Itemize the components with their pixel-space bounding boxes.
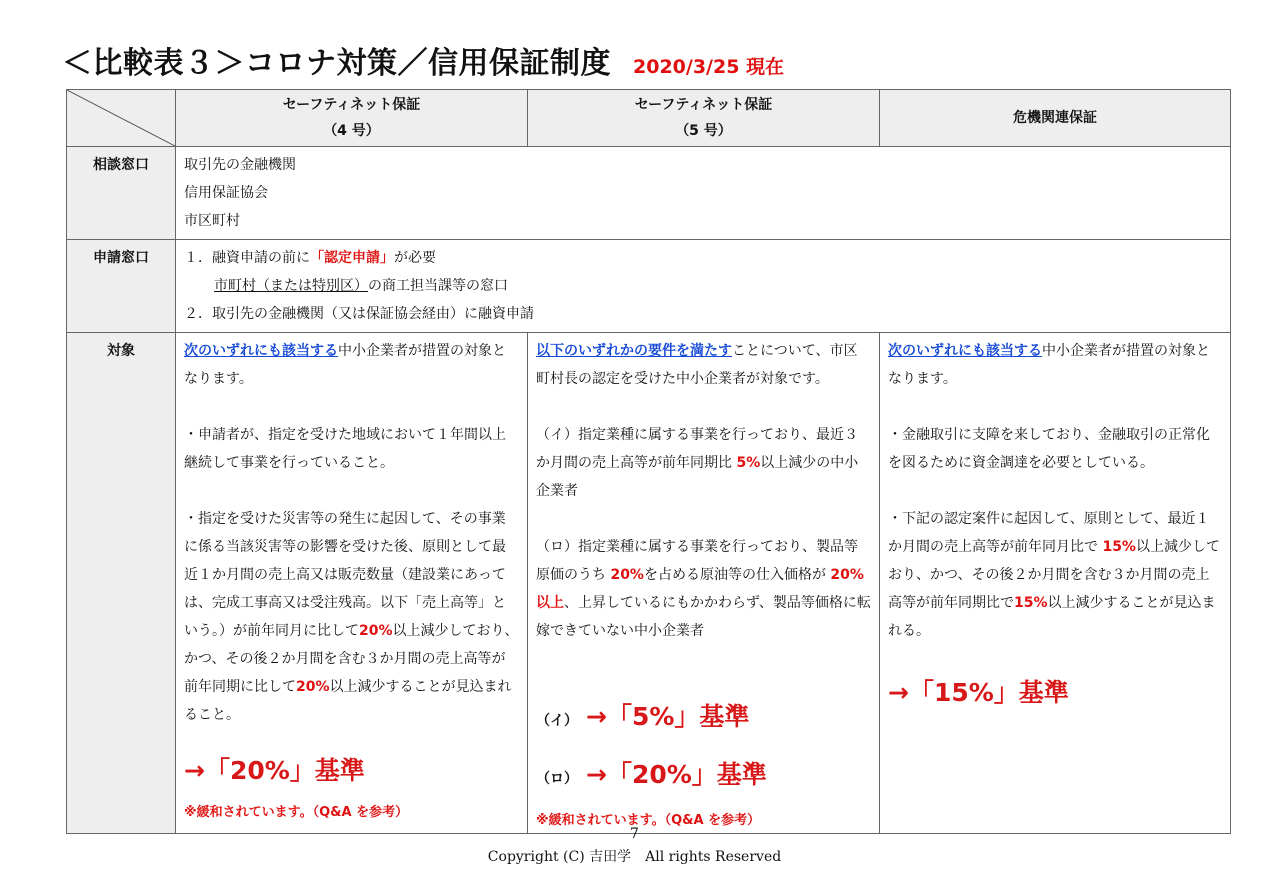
header-kiki-line1: 危機関連保証 xyxy=(1013,110,1097,126)
label-taisho-text: 対象 xyxy=(107,343,135,359)
header-sn5-line1: セーフティネット保証 xyxy=(634,97,773,113)
kiki-pct-1: 15% xyxy=(1102,539,1136,555)
header-sn4 xyxy=(176,90,528,147)
sn4-lead-link: 次のいずれにも該当する xyxy=(184,343,338,359)
sn5-bottom xyxy=(536,695,871,835)
sn5-ro-pct-2: 20%以上 xyxy=(536,567,864,611)
sn5-crit-ro-text: →「20%」基準 xyxy=(586,760,767,789)
sn5-lead-link: 以下のいずれかの要件を満たす xyxy=(536,343,732,359)
diagonal-line xyxy=(67,90,175,146)
comparison-table xyxy=(66,89,1231,834)
sn4-cond2-b: 以上減少しており、かつ、その後２か月間を含む３か月間の売上高等が前年同期に比して xyxy=(184,623,519,695)
row-soudan xyxy=(67,147,1231,240)
kiki-lead-link: 次のいずれにも該当する xyxy=(888,343,1042,359)
sn5-note: ※緩和されています。（Q&A を参考） xyxy=(536,813,761,828)
municipality-underline: 市町村（または特別区） xyxy=(214,278,368,294)
sn5-crit-ro-tag: （ロ） xyxy=(536,771,578,787)
shinsei-item1-prefix: １．融資申請の前に xyxy=(184,250,310,266)
row-shinsei xyxy=(67,240,1231,333)
sn4-cond2-c: 以上減少することが見込まれること。 xyxy=(184,679,512,723)
diagonal-corner-cell xyxy=(67,90,176,147)
label-soudan xyxy=(67,147,176,240)
sn5-crit-i-tag: （イ） xyxy=(536,713,578,729)
header-sn5-line2: （5 号） xyxy=(675,123,732,139)
as-of-date: 2020/3/25 現在 xyxy=(633,56,785,78)
shinsei-item2: ２．取引先の金融機関（又は保証協会経由）に融資申請 xyxy=(184,306,534,322)
sn5-i-b: 以上減少の中小企業者 xyxy=(536,455,859,499)
shinsei-item1-suffix: が必要 xyxy=(394,250,436,266)
kiki-cond2-a: ・下記の認定案件に起因して、原則として、最近１か月間の売上高等が前年同月比で xyxy=(888,511,1210,555)
taisho-sn5 xyxy=(528,333,880,834)
sn4-pct-1: 20% xyxy=(359,623,393,639)
sn4-condition-1: ・申請者が、指定を受けた地域において１年間以上継続して事業を行っていること。 xyxy=(184,427,506,471)
sn5-i-pct: 5% xyxy=(736,455,761,471)
soudan-content xyxy=(176,147,1231,240)
label-shinsei xyxy=(67,240,176,333)
header-sn5 xyxy=(528,90,880,147)
sn4-bottom xyxy=(184,749,519,827)
sn4-lead xyxy=(184,337,519,393)
nintei-shinsei-highlight: 「認定申請」 xyxy=(310,250,394,266)
header-kiki xyxy=(880,90,1231,147)
sn5-lead-rest: ことについて、市区町村長の認定を受けた中小企業者が対象です。 xyxy=(536,343,858,387)
sn5-crit-i-text: →「5%」基準 xyxy=(586,702,750,731)
kiki-condition-2 xyxy=(888,505,1222,645)
label-shinsei-text: 申請窓口 xyxy=(93,250,149,266)
kiki-criterion: →「15%」基準 xyxy=(888,678,1069,707)
sn5-condition-ro xyxy=(536,533,871,645)
soudan-line: 取引先の金融機関 xyxy=(184,157,296,173)
kiki-lead-rest: 中小企業者が措置の対象となります。 xyxy=(888,343,1210,387)
header-row xyxy=(67,90,1231,147)
sn4-cond2-a: ・指定を受けた災害等の発生に起因して、その事業に係る当該災害等の影響を受けた後、原則として最近１か月間の売上高又は販売数量（建設業にあっては、完成工事高又は受注残高。以下「売上高等」という。）が前年同月に比して xyxy=(184,511,506,639)
kiki-condition-1: ・金融取引に支障を来しており、金融取引の正常化を図るために資金調達を必要としている。 xyxy=(888,427,1210,471)
label-taisho xyxy=(67,333,176,834)
page-number: 7 xyxy=(630,826,639,842)
sn5-ro-pct-1: 20% xyxy=(610,567,644,583)
sn5-ro-c: 、上昇しているにもかかわらず、製品等価格に転嫁できていない中小企業者 xyxy=(536,595,871,639)
kiki-cond2-c: 以上減少することが見込まれる。 xyxy=(888,595,1216,639)
kiki-cond2-b: 以上減少しており、かつ、その後２か月間を含む３か月間の売上高等が前年同期比で xyxy=(888,539,1220,611)
sn4-criterion: →「20%」基準 xyxy=(184,756,365,785)
shinsei-content xyxy=(176,240,1231,333)
sn5-ro-a: （ロ）指定業種に属する事業を行っており、製品等原価のうち xyxy=(536,539,858,583)
sn4-condition-2 xyxy=(184,505,519,729)
kiki-pct-2: 15% xyxy=(1014,595,1048,611)
title-row xyxy=(62,38,784,82)
kiki-lead xyxy=(888,337,1222,393)
sn5-lead xyxy=(536,337,871,393)
shinsei-item1-sub-rest: の商工担当課等の窓口 xyxy=(368,278,508,294)
sn5-ro-b: を占める原油等の仕入価格が xyxy=(643,567,831,583)
sn5-criterion-ro xyxy=(536,753,871,801)
sn5-criterion-i xyxy=(536,695,871,743)
sn4-pct-2: 20% xyxy=(296,679,330,695)
taisho-sn4 xyxy=(176,333,528,834)
sn5-condition-i xyxy=(536,421,871,505)
sn4-lead-rest: 中小企業者が措置の対象となります。 xyxy=(184,343,506,387)
header-sn4-line1: セーフティネット保証 xyxy=(282,97,421,113)
sn4-note: ※緩和されています。（Q&A を参考） xyxy=(184,805,409,820)
copyright: Copyright (C) 吉田学 All rights Reserved xyxy=(487,849,782,865)
label-soudan-text: 相談窓口 xyxy=(93,157,149,173)
page-title: ＜比較表３＞コロナ対策／信用保証制度 xyxy=(62,46,611,81)
sn5-i-a: （イ）指定業種に属する事業を行っており、最近３か月間の売上高等が前年同期比 xyxy=(536,427,858,471)
soudan-line: 信用保証協会 xyxy=(184,185,268,201)
header-sn4-line2: （4 号） xyxy=(323,123,380,139)
shinsei-item1-sub xyxy=(184,272,1222,300)
soudan-line: 市区町村 xyxy=(184,213,240,229)
shinsei-item1 xyxy=(184,244,1222,272)
taisho-kiki xyxy=(880,333,1231,834)
row-taisho xyxy=(67,333,1231,834)
